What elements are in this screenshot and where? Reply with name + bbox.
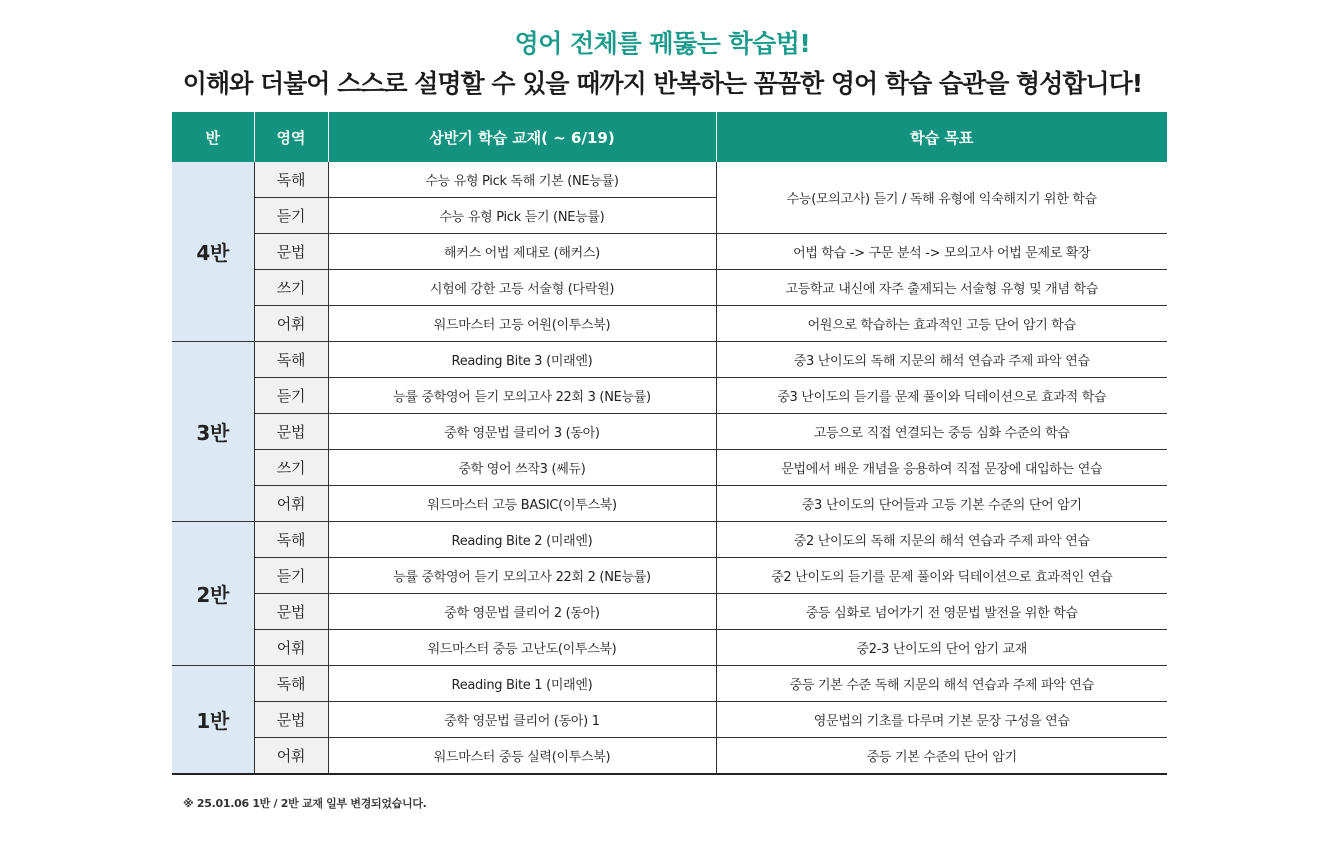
table-row	[172, 630, 1167, 666]
area-cell: 문법	[254, 702, 328, 738]
textbook-cell: 능률 중학영어 듣기 모의고사 22회 2 (NE능률)	[328, 558, 716, 594]
goal-cell: 중3 난이도의 독해 지문의 해석 연습과 주제 파악 연습	[716, 342, 1167, 378]
area-cell: 듣기	[254, 378, 328, 414]
textbook-cell: 능률 중학영어 듣기 모의고사 22회 3 (NE능률)	[328, 378, 716, 414]
table-row	[172, 306, 1167, 342]
table-row	[172, 450, 1167, 486]
class-label-1: 1반	[172, 666, 254, 775]
table-row	[172, 486, 1167, 522]
table-row	[172, 666, 1167, 702]
area-cell: 독해	[254, 522, 328, 558]
area-cell: 문법	[254, 414, 328, 450]
class-label-4: 4반	[172, 162, 254, 342]
goal-cell: 중등 기본 수준의 단어 암기	[716, 738, 1167, 775]
area-cell: 어휘	[254, 486, 328, 522]
goal-cell: 중등 기본 수준 독해 지문의 해석 연습과 주제 파악 연습	[716, 666, 1167, 702]
header-goal: 학습 목표	[716, 112, 1167, 162]
table-row	[172, 738, 1167, 775]
table-row	[172, 702, 1167, 738]
table-row	[172, 414, 1167, 450]
goal-cell: 중3 난이도의 단어들과 고등 기본 수준의 단어 암기	[716, 486, 1167, 522]
table-row	[172, 558, 1167, 594]
area-cell: 어휘	[254, 738, 328, 775]
area-cell: 어휘	[254, 306, 328, 342]
area-cell: 문법	[254, 234, 328, 270]
curriculum-table	[172, 112, 1167, 775]
header-area: 영역	[254, 112, 328, 162]
area-cell: 어휘	[254, 630, 328, 666]
goal-cell: 문법에서 배운 개념을 응용하여 직접 문장에 대입하는 연습	[716, 450, 1167, 486]
table-row	[172, 270, 1167, 306]
header-class: 반	[172, 112, 254, 162]
goal-cell: 어원으로 학습하는 효과적인 고등 단어 암기 학습	[716, 306, 1167, 342]
textbook-cell: 중학 영어 쓰작3 (쎄듀)	[328, 450, 716, 486]
area-cell: 독해	[254, 666, 328, 702]
goal-cell: 중3 난이도의 듣기를 문제 풀이와 딕테이션으로 효과적 학습	[716, 378, 1167, 414]
table-row	[172, 234, 1167, 270]
goal-cell: 중2 난이도의 듣기를 문제 풀이와 딕테이션으로 효과적인 연습	[716, 558, 1167, 594]
page-title: 영어 전체를 꿰뚫는 학습법!	[514, 29, 811, 58]
textbook-cell: 중학 영문법 클리어 3 (동아)	[328, 414, 716, 450]
table-row	[172, 522, 1167, 558]
table-header-row	[172, 112, 1167, 162]
area-cell: 독해	[254, 342, 328, 378]
area-cell: 쓰기	[254, 270, 328, 306]
header-textbook: 상반기 학습 교재( ~ 6/19)	[328, 112, 716, 162]
class-label-3: 3반	[172, 342, 254, 522]
area-cell: 문법	[254, 594, 328, 630]
area-cell: 쓰기	[254, 450, 328, 486]
textbook-cell: 중학 영문법 클리어 (동아) 1	[328, 702, 716, 738]
textbook-cell: Reading Bite 1 (미래엔)	[328, 666, 716, 702]
table-row	[172, 378, 1167, 414]
table-row	[172, 342, 1167, 378]
textbook-cell: 해커스 어법 제대로 (해커스)	[328, 234, 716, 270]
goal-cell: 영문법의 기초를 다루며 기본 문장 구성을 연습	[716, 702, 1167, 738]
goal-cell: 중등 심화로 넘어가기 전 영문법 발전을 위한 학습	[716, 594, 1167, 630]
goal-cell: 고등으로 직접 연결되는 중등 심화 수준의 학습	[716, 414, 1167, 450]
goal-cell: 중2 난이도의 독해 지문의 해석 연습과 주제 파악 연습	[716, 522, 1167, 558]
goal-cell: 어법 학습 -> 구문 분석 -> 모의고사 어법 문제로 확장	[716, 234, 1167, 270]
goal-cell: 수능(모의고사) 듣기 / 독해 유형에 익숙해지기 위한 학습	[716, 162, 1167, 234]
area-cell: 독해	[254, 162, 328, 198]
goal-cell: 중2-3 난이도의 단어 암기 교재	[716, 630, 1167, 666]
table-row	[172, 594, 1167, 630]
textbook-cell: Reading Bite 2 (미래엔)	[328, 522, 716, 558]
textbook-cell: 워드마스터 중등 실력(이투스북)	[328, 738, 716, 775]
change-note: ※ 25.01.06 1반 / 2반 교재 일부 변경되었습니다.	[183, 797, 427, 810]
textbook-cell: 수능 유형 Pick 독해 기본 (NE능률)	[328, 162, 716, 198]
textbook-cell: 워드마스터 고등 BASIC(이투스북)	[328, 486, 716, 522]
textbook-cell: 워드마스터 고등 어원(이투스북)	[328, 306, 716, 342]
table-row	[172, 162, 1167, 198]
textbook-cell: 시험에 강한 고등 서술형 (다락원)	[328, 270, 716, 306]
area-cell: 듣기	[254, 558, 328, 594]
class-label-2: 2반	[172, 522, 254, 666]
textbook-cell: Reading Bite 3 (미래엔)	[328, 342, 716, 378]
textbook-cell: 중학 영문법 클리어 2 (동아)	[328, 594, 716, 630]
page-subtitle: 이해와 더불어 스스로 설명할 수 있을 때까지 반복하는 꼼꼼한 영어 학습 습관을 형성합니다!	[182, 69, 1143, 98]
textbook-cell: 워드마스터 중등 고난도(이투스북)	[328, 630, 716, 666]
goal-cell: 고등학교 내신에 자주 출제되는 서술형 유형 및 개념 학습	[716, 270, 1167, 306]
area-cell: 듣기	[254, 198, 328, 234]
textbook-cell: 수능 유형 Pick 듣기 (NE능률)	[328, 198, 716, 234]
